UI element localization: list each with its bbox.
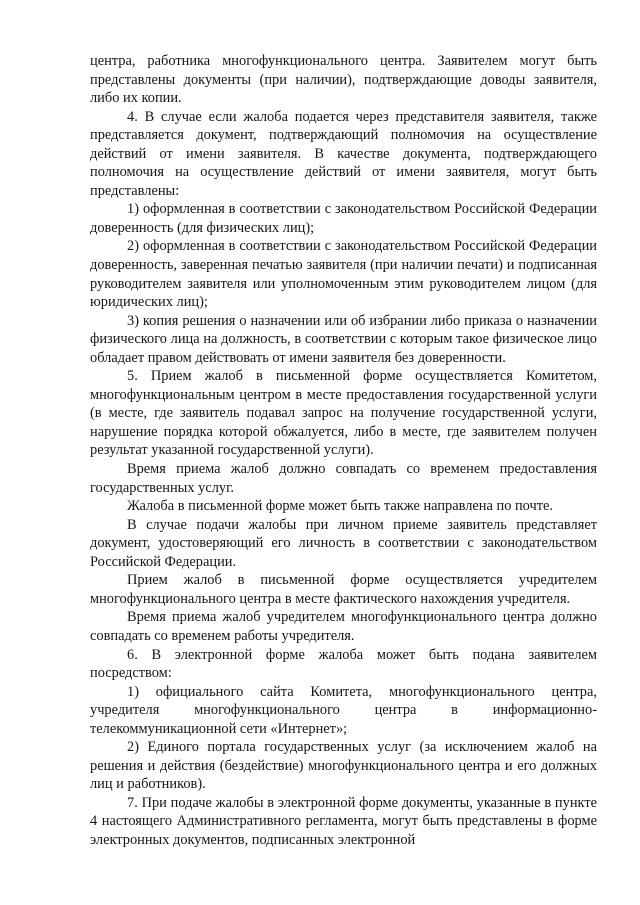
- paragraph-item-4: 4. В случае если жалоба подается через представителя заявителя, также представляется документ, подтверждающий полномочия на осуществление действий от имени заявителя. В качестве документа, подтверждающего полномочия на осуществление действий от имени заявителя, могут быть представлены:: [90, 108, 597, 199]
- paragraph-personal-submission: В случае подачи жалобы при личном приеме заявитель представляет документ, удостоверяющий его личность в соответствии с законодательством Российской Федерации.: [90, 516, 597, 570]
- paragraph-mail-submission: Жалоба в письменной форме может быть также направлена по почте.: [127, 498, 554, 515]
- paragraph-reception-time: Время приема жалоб должно совпадать со временем предоставления государственных услуг.: [90, 461, 597, 496]
- list-item-3: 3) копия решения о назначении или об избрании либо приказа о назначении физического лица на должность, в соответствии с которым такое физическое лицо обладает правом действовать от имени заявителя без доверенности.: [90, 312, 597, 366]
- paragraph-item-6: 6. В электронной форме жалоба может быть подана заявителем посредством:: [90, 646, 597, 682]
- paragraph-continuation: центра, работника многофункционального центра. Заявителем могут быть представлены документы (при наличии), подтверждающие доводы заявителя, либо их копии.: [90, 53, 597, 107]
- list-item-6-2: 2) Единого портала государственных услуг (за исключением жалоб на решения и действия (бездействие) многофункционального центра и его должных лиц и работников).: [90, 739, 597, 793]
- list-item-6-1: 1) официального сайта Комитета, многофункционального центра, учредителя многофункционального центра в информационно-телекоммуникационной сети «Интернет»;: [90, 683, 597, 737]
- paragraph-item-5: 5. Прием жалоб в письменной форме осуществляется Комитетом, многофункциональным центром в месте предоставления государственной услуги (в месте, где заявитель подавал запрос на получение государственной услуги, нарушение порядка которой обжалуется, либо в месте, где заявителем получен результат указанной государственной услуги).: [90, 368, 597, 459]
- paragraph-founder-time: Время приема жалоб учредителем многофункционального центра должно совпадать со временем работы учредителя.: [90, 609, 597, 644]
- paragraph-founder-reception: Прием жалоб в письменной форме осуществляется учредителем многофункционального центра в месте фактического нахождения учредителя.: [90, 572, 597, 607]
- paragraph-item-7: 7. При подаче жалобы в электронной форме документы, указанные в пункте 4 настоящего Административного регламента, могут быть представлены в форме электронных документов, подписанных электронной: [90, 794, 597, 848]
- document-page: [90, 52, 597, 850]
- list-item-1: 1) оформленная в соответствии с законодательством Российской Федерации доверенность (для физических лиц);: [90, 201, 597, 236]
- list-item-2: 2) оформленная в соответствии с законодательством Российской Федерации доверенность, заверенная печатью заявителя (при наличии печати) и подписанная руководителем заявителя или уполномоченным этим руководителем лицом (для юридических лиц);: [90, 238, 597, 311]
